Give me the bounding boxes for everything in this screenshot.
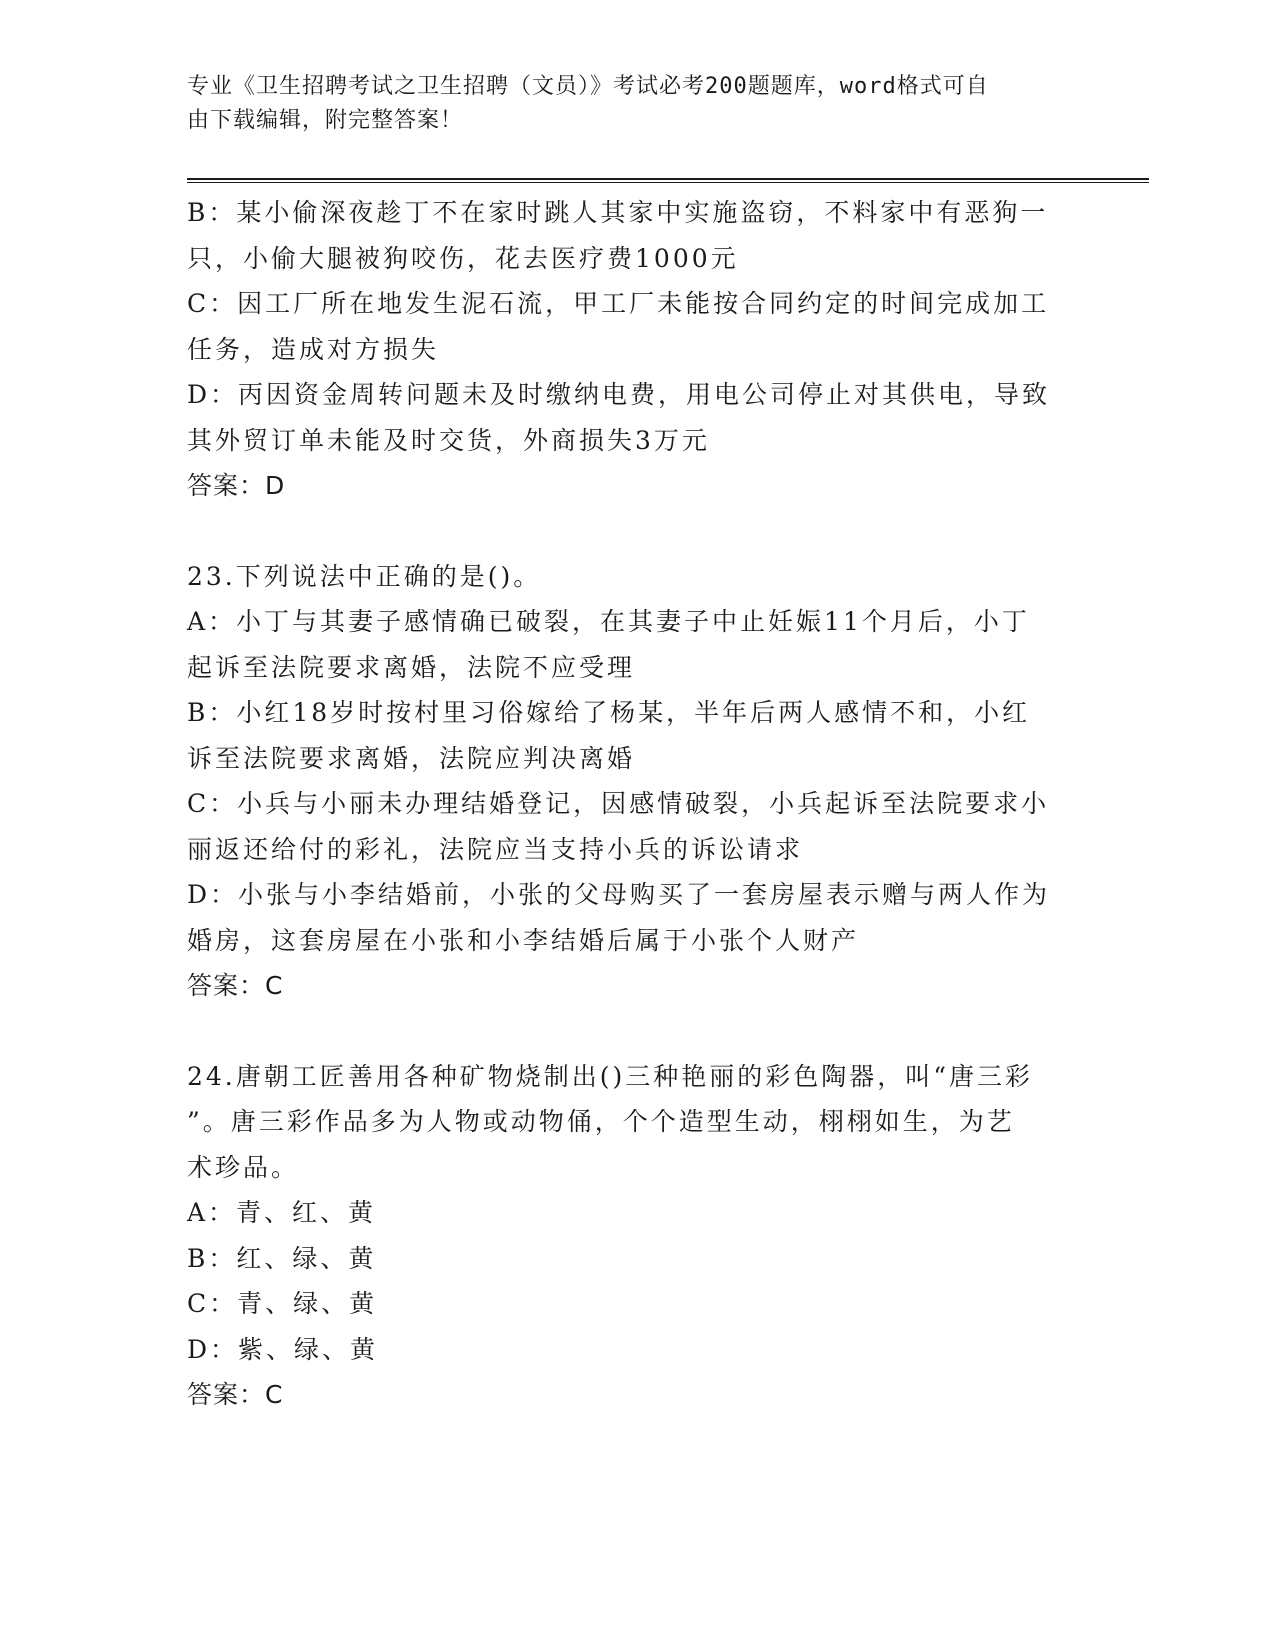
option-d-line-2: 婚房，这套房屋在小张和小李结婚后属于小张个人财产 xyxy=(187,925,860,955)
answer-line: 答案：D xyxy=(187,471,286,500)
option-d: D：紫、绿、黄 xyxy=(187,1334,379,1364)
header-rule-thin xyxy=(187,182,1149,183)
option-c-line-1: C：小兵与小丽未办理结婚登记，因感情破裂，小兵起诉至法院要求小 xyxy=(187,789,1050,818)
option-b-line-1: B：小红18岁时按村里习俗嫁给了杨某，半年后两人感情不和，小红 xyxy=(187,698,1031,727)
answer-line: 答案：C xyxy=(187,1380,284,1409)
question-spacer xyxy=(187,509,1067,554)
option-c: C：青、绿、黄 xyxy=(187,1289,378,1318)
option-d-line-2: 其外贸订单未能及时交货，外商损失3万元 xyxy=(187,425,710,455)
option-b-line-2: 只，小偷大腿被狗咬伤，花去医疗费1000元 xyxy=(187,243,739,273)
question-24 xyxy=(187,1054,1067,1418)
question-23 xyxy=(187,554,1067,1009)
header-line-1: 专业《卫生招聘考试之卫生招聘（文员）》考试必考200题题库，word格式可自 xyxy=(187,74,989,99)
question-spacer xyxy=(187,1009,1067,1054)
question-stem: 23.下列说法中正确的是()。 xyxy=(187,561,542,591)
option-c-line-2: 任务，造成对方损失 xyxy=(187,334,440,364)
document-header xyxy=(187,70,1067,138)
question-stem-line-2: ”。唐三彩作品多为人物或动物俑，个个造型生动，栩栩如生，为艺 xyxy=(187,1107,1015,1136)
option-d-line-1: D：丙因资金周转问题未及时缴纳电费，用电公司停止对其供电，导致 xyxy=(187,380,1051,409)
document-body xyxy=(187,190,1067,1418)
option-b: B：红、绿、黄 xyxy=(187,1243,377,1273)
option-c-line-2: 丽返还给付的彩礼，法院应当支持小兵的诉讼请求 xyxy=(187,834,804,864)
option-a-line-2: 起诉至法院要求离婚，法院不应受理 xyxy=(187,652,636,682)
answer-line: 答案：C xyxy=(187,971,284,1000)
option-a: A：青、红、黄 xyxy=(187,1198,377,1227)
header-line-2: 由下载编辑，附完整答案！ xyxy=(187,108,464,133)
option-b-line-1: B：某小偷深夜趁丁不在家时跳人其家中实施盗窃，不料家中有恶狗一 xyxy=(187,198,1049,227)
question-stem-line-3: 术珍品。 xyxy=(187,1152,300,1182)
option-d-line-1: D：小张与小李结婚前，小张的父母购买了一套房屋表示赠与两人作为 xyxy=(187,880,1051,909)
option-c-line-1: C：因工厂所在地发生泥石流，甲工厂未能按合同约定的时间完成加工 xyxy=(187,289,1050,318)
question-stem-line-1: 24.唐朝工匠善用各种矿物烧制出()三种艳丽的彩色陶器，叫“唐三彩 xyxy=(187,1061,1034,1091)
option-b-line-2: 诉至法院要求离婚，法院应判决离婚 xyxy=(187,743,636,773)
option-a-line-1: A：小丁与其妻子感情确已破裂，在其妻子中止妊娠11个月后，小丁 xyxy=(187,607,1030,636)
question-22-tail xyxy=(187,190,1067,509)
header-rule-thick xyxy=(187,178,1149,180)
